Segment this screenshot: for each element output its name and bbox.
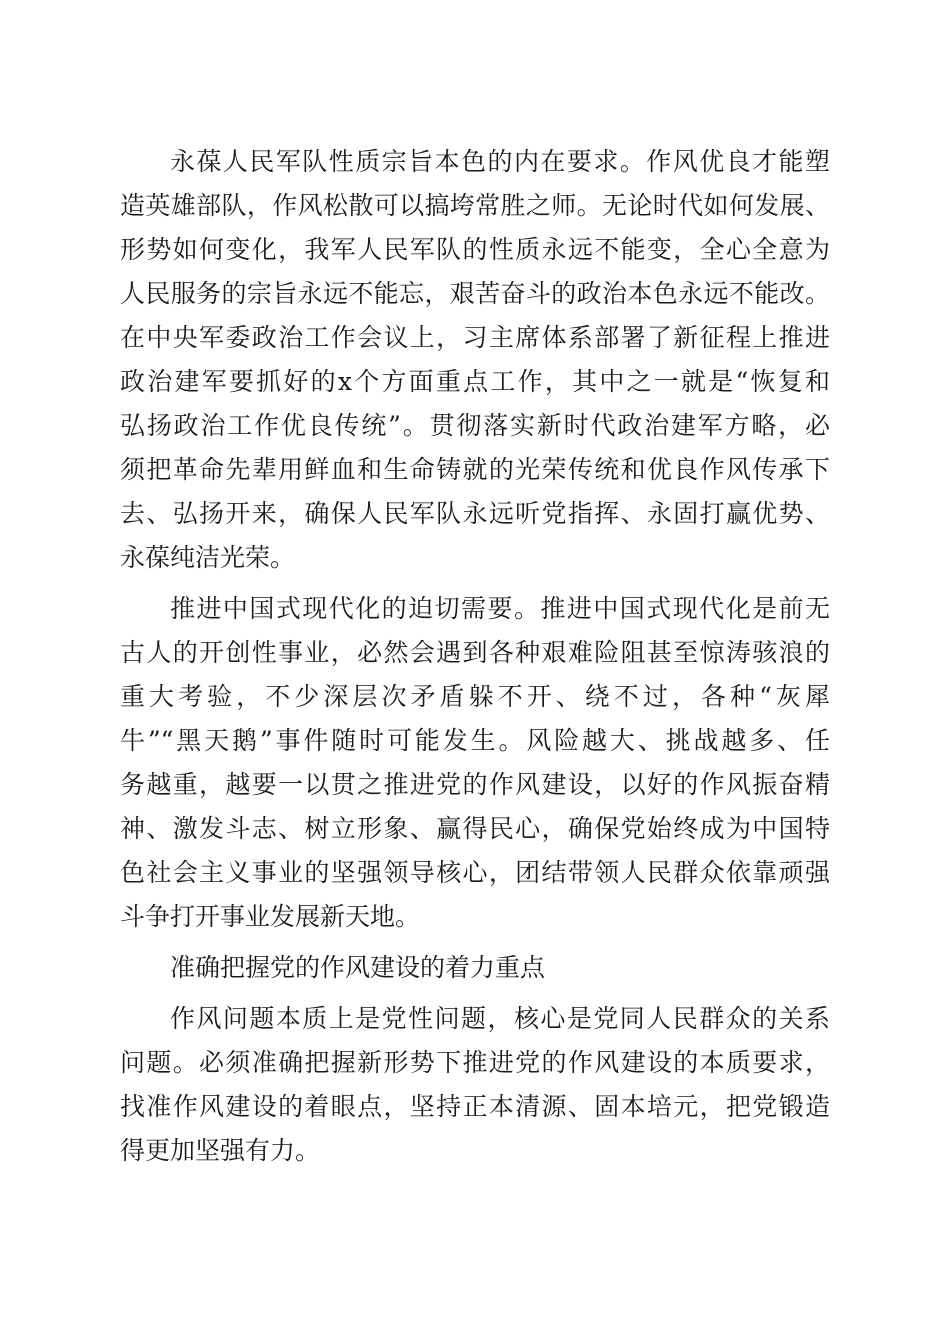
para3-line4: 得更加坚强有力。 [120, 1136, 321, 1165]
para3-line3: 找准作风建设的着眼点，坚持正本清源、固本培元，把党锻造 [120, 1092, 830, 1121]
para2-line3: 重大考验，不少深层次矛盾躲不开、绕不过，各种“灰犀 [120, 682, 830, 711]
para1-line9: 去、弘扬开来，确保人民军队永远听党指挥、永固打赢优势、 [120, 499, 830, 528]
para1-line4: 人民服务的宗旨永远不能忘，艰苦奋斗的政治本色永远不能改。 [120, 279, 830, 308]
para3-line1: 作风问题本质上是党性问题，核心是党同人民群众的关系 [170, 1004, 830, 1033]
para2-line4: 牛”“黑天鹅”事件随时可能发生。风险越大、挑战越多、任 [120, 726, 830, 755]
para2-line7: 色社会主义事业的坚强领导核心，团结带领人民群众依靠顽强 [120, 858, 830, 887]
para1-line3: 形势如何变化，我军人民军队的性质永远不能变，全心全意为 [120, 235, 830, 264]
para1-line1: 永葆人民军队性质宗旨本色的内在要求。作风优良才能塑 [170, 147, 830, 176]
para1-line7: 弘扬政治工作优良传统”。贯彻落实新时代政治建军方略，必 [120, 411, 830, 440]
para1-line5: 在中央军委政治工作会议上，习主席体系部署了新征程上推进 [120, 323, 830, 352]
para1-line10: 永葆纯洁光荣。 [120, 543, 296, 572]
para2-line5: 务越重，越要一以贯之推进党的作风建设，以好的作风振奋精 [120, 770, 830, 799]
para2-line1: 推进中国式现代化的迫切需要。推进中国式现代化是前无 [170, 594, 830, 623]
para1-line8: 须把革命先辈用鲜血和生命铸就的光荣传统和优良作风传承下 [120, 455, 830, 484]
para2-line2: 古人的开创性事业，必然会遇到各种艰难险阻甚至惊涛骇浪的 [120, 638, 830, 667]
para2-line8: 斗争打开事业发展新天地。 [120, 902, 421, 931]
section-heading: 准确把握党的作风建设的着力重点 [170, 953, 546, 982]
para1-line2: 造英雄部队，作风松散可以搞垮常胜之师。无论时代如何发展、 [120, 191, 830, 220]
para1-line6: 政治建军要抓好的x个方面重点工作，其中之一就是“恢复和 [120, 367, 830, 396]
para3-line2: 问题。必须准确把握新形势下推进党的作风建设的本质要求， [120, 1048, 830, 1077]
para2-line6: 神、激发斗志、树立形象、赢得民心，确保党始终成为中国特 [120, 814, 830, 843]
